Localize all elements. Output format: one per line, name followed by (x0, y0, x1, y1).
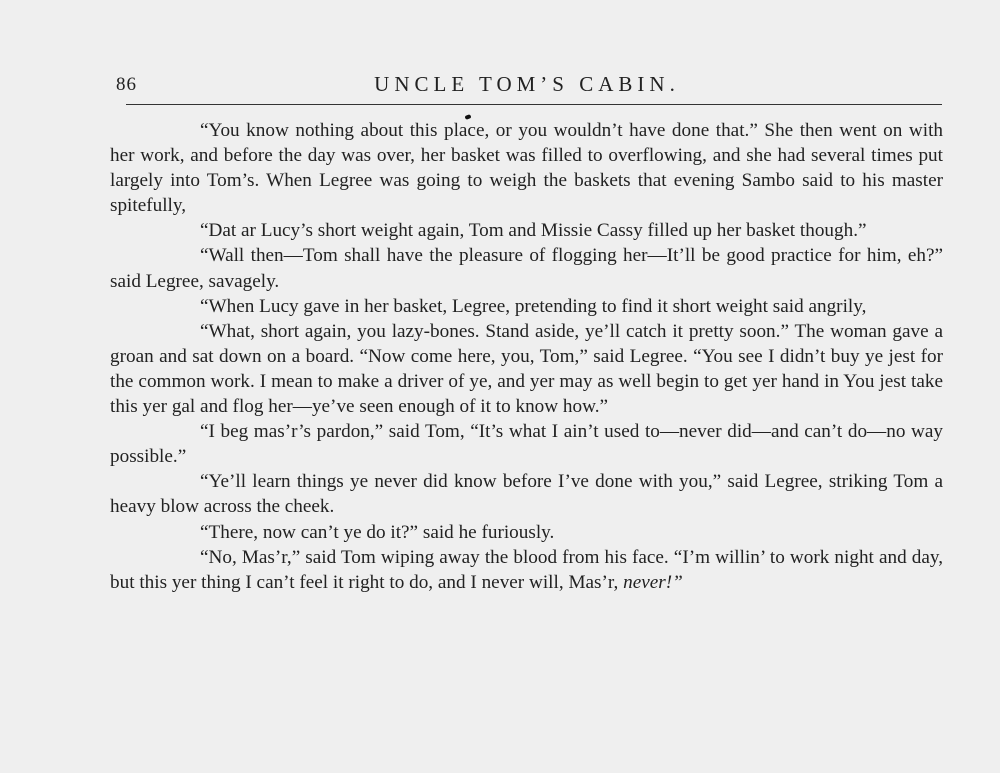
paragraph-9 (110, 545, 943, 595)
paragraph-8: “There, now can’t ye do it?” said he furiously. (200, 521, 555, 543)
paragraph-9-italic: never!” (623, 571, 683, 593)
paragraph-3: “Wall then—Tom shall have the pleasure of flogging her—It’ll be good practice for him, eh?” said Legree, savagely. (110, 245, 943, 292)
paragraph-9-text: “No, Mas’r,” said Tom wiping away the blood from his face. “I’m willin’ to work night and day, but this yer thing I can’t feel it right to do, and I never will, Mas’r, (110, 546, 943, 593)
paragraph-6: “I beg mas’r’s pardon,” said Tom, “It’s what I ain’t used to—never did—and can’t do—no way possible.” (110, 421, 943, 468)
book-title: UNCLE TOM’S CABIN. (374, 72, 680, 96)
paragraph-4: “When Lucy gave in her basket, Legree, pretending to find it short weight said angrily, (200, 295, 867, 317)
paragraph-2: “Dat ar Lucy’s short weight again, Tom and Missie Cassy filled up her basket though.” (200, 220, 867, 242)
paragraph-7: “Ye’ll learn things ye never did know before I’ve done with you,” said Legree, striking Tom a heavy blow across the cheek. (110, 471, 943, 518)
header-rule-gap (112, 104, 126, 106)
paragraph-5: “What, short again, you lazy-bones. Stand aside, ye’ll catch it pretty soon.” The woman gave a groan and sat down on a board. “Now come here, you, Tom,” said Legree. “You see I didn’t buy ye jest for the common work. I mean to make a driver of ye, and yer may as well begin to get yer hand in You jest take this yer gal and flog her—ye’ve seen enough of it to know how.” (110, 320, 943, 418)
body-text (110, 118, 943, 595)
page-number: 86 (116, 74, 137, 95)
paragraph-1: “You know nothing about this place, or you wouldn’t have done that.” She then went on with her work, and before the day was over, her basket was filled to overflowing, and she had several times put largely into Tom’s. When Legree was going to weigh the baskets that evening Sambo said to his master spitefully, (110, 120, 943, 217)
header-rule (112, 104, 942, 105)
running-head (112, 74, 942, 100)
